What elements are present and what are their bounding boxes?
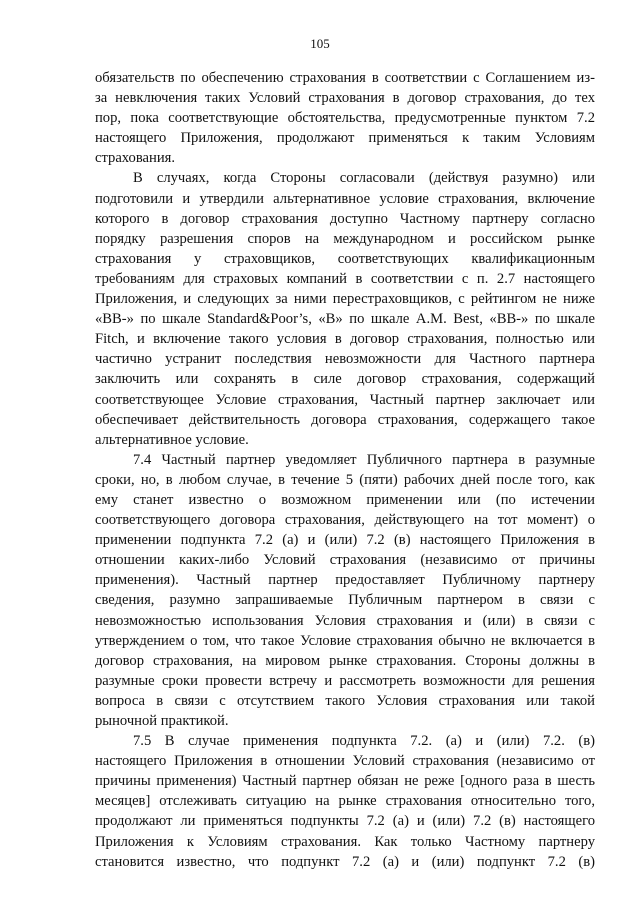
text-line: обеспечивает действительность договора страхования, содержащего такое — [95, 411, 595, 428]
text-line: применения). Частный партнер предоставляет Публичному партнеру — [95, 572, 595, 589]
text-line: настоящего Приложения в отношении Условий страхования (независимо от — [95, 753, 595, 770]
text-line: становится известно, что подпункт 7.2 (а) и (или) подпункт 7.2 (в) — [95, 853, 595, 870]
text-line: за невключения таких Условий страхования в договор страхования, до тех — [95, 90, 595, 107]
text-line: пор, пока соответствующие обстоятельства, предусмотренные пунктом 7.2 — [95, 110, 595, 127]
text-line: подготовили и утвердили альтернативное условие страхования, включение — [95, 190, 595, 207]
document-body-text — [95, 68, 595, 872]
text-line: обязательств по обеспечению страхования в соответствии с Соглашением из- — [95, 70, 595, 86]
text-line: разумные сроки провести встречу и рассмотреть возможности для решения — [95, 672, 595, 689]
text-line: соответствующее Условие страхования, Частный партнер заключает или — [95, 391, 595, 408]
text-line: невозможностью использования Условия страхования и (или) в связи с — [95, 612, 595, 629]
text-line: частично устранит последствия невозможности для Частного партнера — [95, 351, 595, 368]
text-line: страхования у страховщиков, соответствующих квалификационным — [95, 250, 595, 267]
text-line: продолжают ли применяться подпункты 7.2 (а) и (или) 7.2 (в) настоящего — [95, 813, 595, 830]
text-line: которого в договор страхования доступно Частному партнеру согласно — [95, 210, 595, 227]
text-line: ему станет известно о возможном применении или (по истечении — [95, 491, 595, 508]
text-line: «ВВ-» по шкале Standard&Poor’s, «В» по шкале A.M. Best, «ВВ-» по шкале — [95, 311, 595, 328]
text-line: заключить или сохранять в силе договор страхования, содержащий — [95, 371, 595, 388]
text-line: договор страхования, на мировом рынке страхования. Стороны должны в — [95, 652, 595, 669]
text-line: сведения, разумно запрашиваемые Публичным партнером в связи с — [95, 592, 595, 609]
text-line: месяцев] отслеживать ситуацию на рынке страхования относительно того, — [95, 793, 595, 810]
text-line: отношении каких-либо Условий страхования (независимо от причины — [95, 552, 595, 569]
text-line: Приложения к Условиям страхования. Как только Частному партнеру — [95, 833, 595, 850]
text-line: порядку разрешения споров на международном и российском рынке — [95, 230, 595, 247]
text-line: 7.4 Частный партнер уведомляет Публичного партнера в разумные — [133, 451, 595, 468]
text-line: Приложения, и следующих за ними перестраховщиков, с рейтингом не ниже — [95, 291, 595, 308]
text-line: настоящего Приложения, продолжают применяться к таким Условиям — [95, 130, 595, 147]
text-line: применении подпункта 7.2 (а) и (или) 7.2 (в) настоящего Приложения в — [95, 532, 595, 549]
text-line: альтернативное условие. — [95, 431, 249, 448]
text-line: вопроса в связи с отсутствием такого Условия страхования или такой — [95, 692, 595, 709]
text-line: утверждением о том, что такое Условие страхования обычно не включается в — [95, 632, 595, 649]
text-line: страхования. — [95, 150, 176, 167]
text-line: причины применения) Частный партнер обязан не реже [одного раза в шесть — [95, 773, 595, 790]
text-line: 7.5 В случае применения подпункта 7.2. (а) и (или) 7.2. (в) — [133, 733, 595, 750]
page-number: 105 — [310, 36, 330, 51]
text-line: требованиям для страховых компаний в соответствии с п. 2.7 настоящего — [95, 270, 595, 287]
text-line: Fitch, и включение такого условия в договор страхования, полностью или — [95, 331, 595, 348]
text-line: сроки, но, в любом случае, в течение 5 (пяти) рабочих дней после того, как — [95, 471, 595, 488]
text-line: рыночной практикой. — [95, 713, 229, 729]
text-line: В случаях, когда Стороны согласовали (действуя разумно) или — [133, 170, 595, 187]
text-line: соответствующего договора страхования, действующего на тот момент) о — [95, 512, 595, 529]
